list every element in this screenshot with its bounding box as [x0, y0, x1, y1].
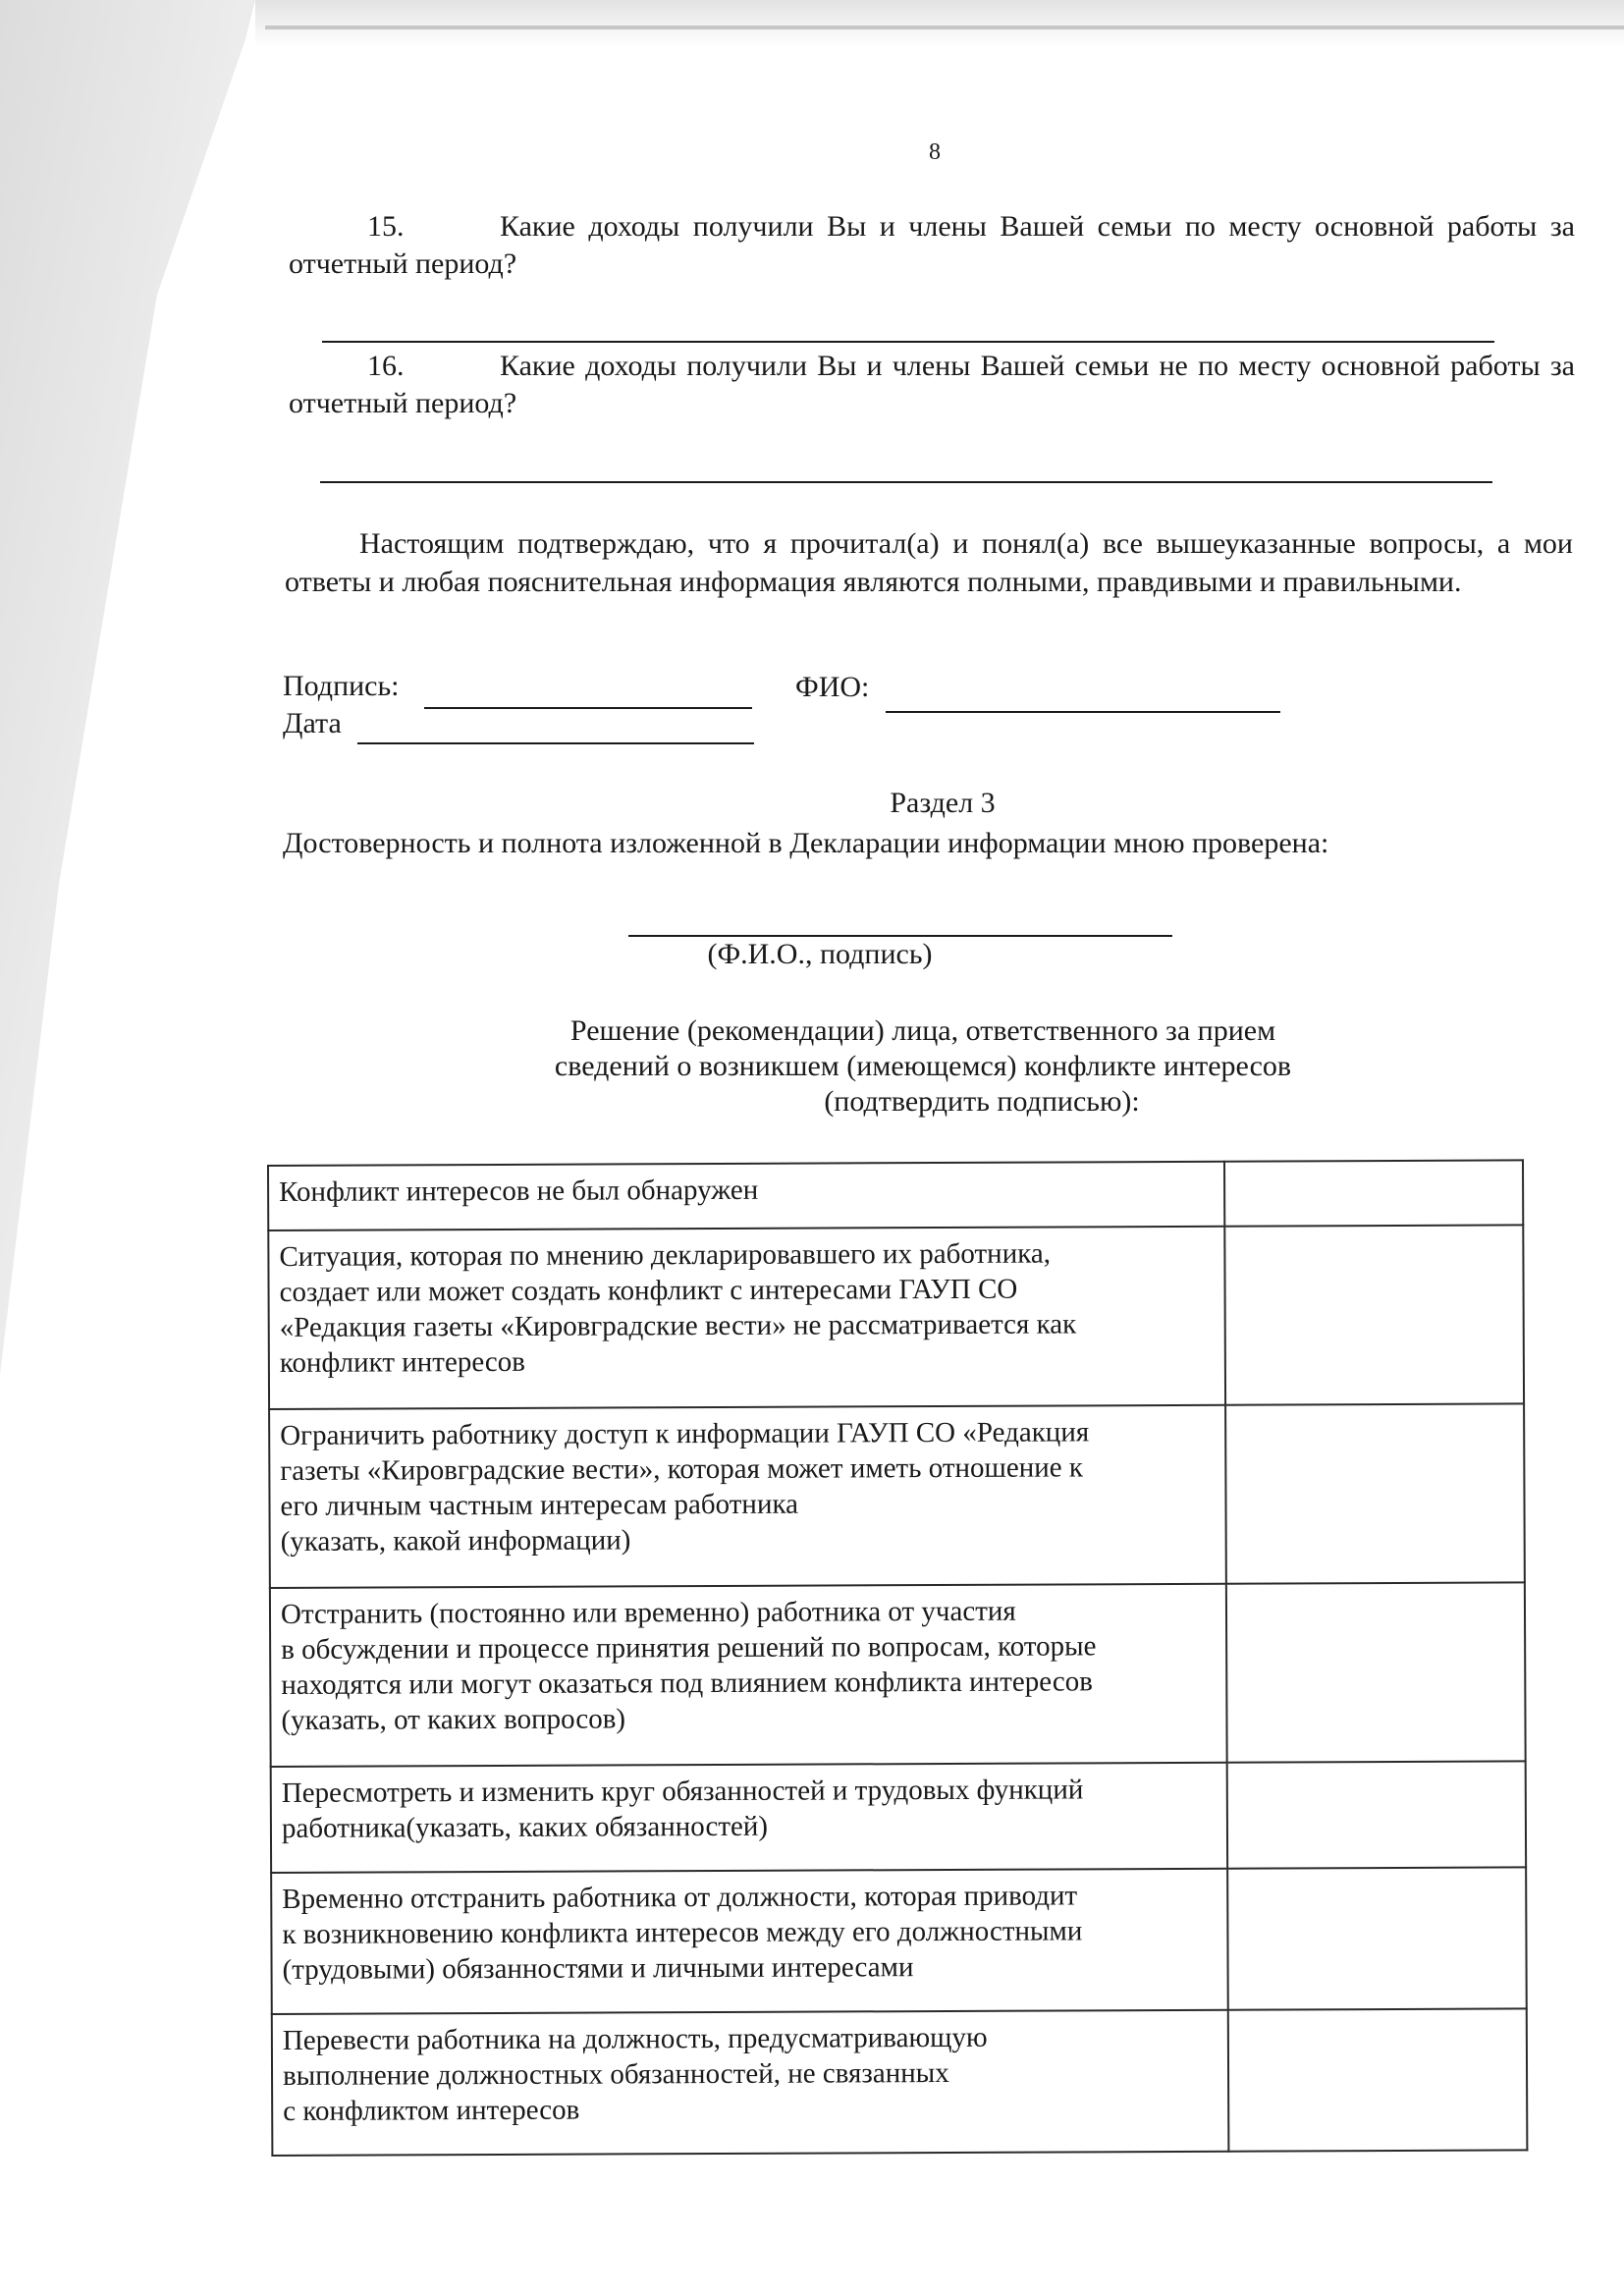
decision-heading-line-2: сведений о возникшем (имеющемся) конфликте интересов [554, 1050, 1292, 1082]
signature-cell[interactable] [1224, 1160, 1523, 1226]
table-row [268, 1225, 1524, 1409]
decision-heading-line-3: (подтвердить подписью): [824, 1085, 1140, 1118]
answer-line-16 [320, 481, 1492, 483]
table-row [271, 1761, 1526, 1873]
question-text: Какие доходы получили Вы и члены Вашей семьи по месту основной работы за отчетный период? [289, 210, 1575, 280]
date-line [357, 742, 754, 744]
question-number: 15. [367, 210, 405, 243]
scan-page-edge [265, 26, 1624, 29]
decision-option: Ограничить работнику доступ к информации ГАУП СО «Редакция газеты «Кировградские вести», которая может иметь отношение к его личным частным интересам работника (указать, какой информации) [269, 1405, 1226, 1588]
section-statement: Достоверность и полнота изложенной в Декларации информации мною проверена: [283, 827, 1329, 859]
date-label: Дата [283, 707, 342, 739]
scan-shadow-top [255, 0, 1624, 47]
fio-line [886, 711, 1280, 713]
scan-shadow-left [0, 0, 295, 2296]
signature-cell[interactable] [1228, 2008, 1528, 2151]
signature-cell[interactable] [1226, 1582, 1526, 1762]
decision-option: Отстранить (постоянно или временно) работника от участия в обсуждении и процессе принятия решений по вопросам, которые находятся или могут оказаться под влиянием конфликта интересов (указать, от каких вопросов) [270, 1584, 1227, 1767]
table-row [269, 1403, 1525, 1588]
decision-option: Перевести работника на должность, предусматривающую выполнение должностных обязанностей, не связанных с конфликтом интересов [272, 2010, 1229, 2156]
answer-line-15 [322, 341, 1494, 343]
decision-option: Пересмотреть и изменить круг обязанностей и трудовых функций работника(указать, каких обязанностей) [271, 1763, 1227, 1873]
decision-option: Ситуация, которая по мнению декларировавшего их работника, создает или может создать конфликт с интересами ГАУП СО «Редакция газеты «Кировградские вести» не рассматривается как конфликт интересов [268, 1227, 1225, 1409]
question-15 [289, 208, 1575, 283]
question-16 [289, 348, 1575, 422]
signature-cell[interactable] [1224, 1225, 1524, 1404]
signature-cell[interactable] [1227, 1867, 1527, 2009]
page-number: 8 [929, 139, 941, 165]
signature-label: Подпись: [283, 670, 400, 702]
signature-cell[interactable] [1225, 1403, 1525, 1583]
confirmation-paragraph [285, 524, 1573, 601]
signature-caption: (Ф.И.О., подпись) [707, 938, 933, 970]
decision-option: Конфликт интересов не был обнаружен [268, 1162, 1224, 1230]
fio-label: ФИО: [795, 671, 870, 703]
decision-option: Временно отстранить работника от должности, которая приводит к возникновению конфликта интересов между его должностными (трудовыми) обязанностями и личными интересами [271, 1869, 1228, 2014]
table-row [268, 1160, 1523, 1230]
question-text: Какие доходы получили Вы и члены Вашей семьи не по месту основной работы за отчетный период? [289, 350, 1575, 419]
confirmation-text: Настоящим подтверждаю, что я прочитал(а) и понял(а) все вышеуказанные вопросы, а мои ответы и любая пояснительная информация являются полными, правдивыми и правильными. [285, 527, 1573, 598]
table-row [270, 1582, 1526, 1767]
section-heading: Раздел 3 [890, 787, 996, 819]
signature-line [424, 707, 752, 709]
decision-heading-line-1: Решение (рекомендации) лица, ответственного за прием [569, 1014, 1276, 1047]
question-number: 16. [367, 350, 405, 382]
decision-table [267, 1159, 1528, 2157]
signature-cell[interactable] [1227, 1761, 1526, 1868]
table-row [271, 1867, 1527, 2014]
table-row [272, 2008, 1528, 2156]
